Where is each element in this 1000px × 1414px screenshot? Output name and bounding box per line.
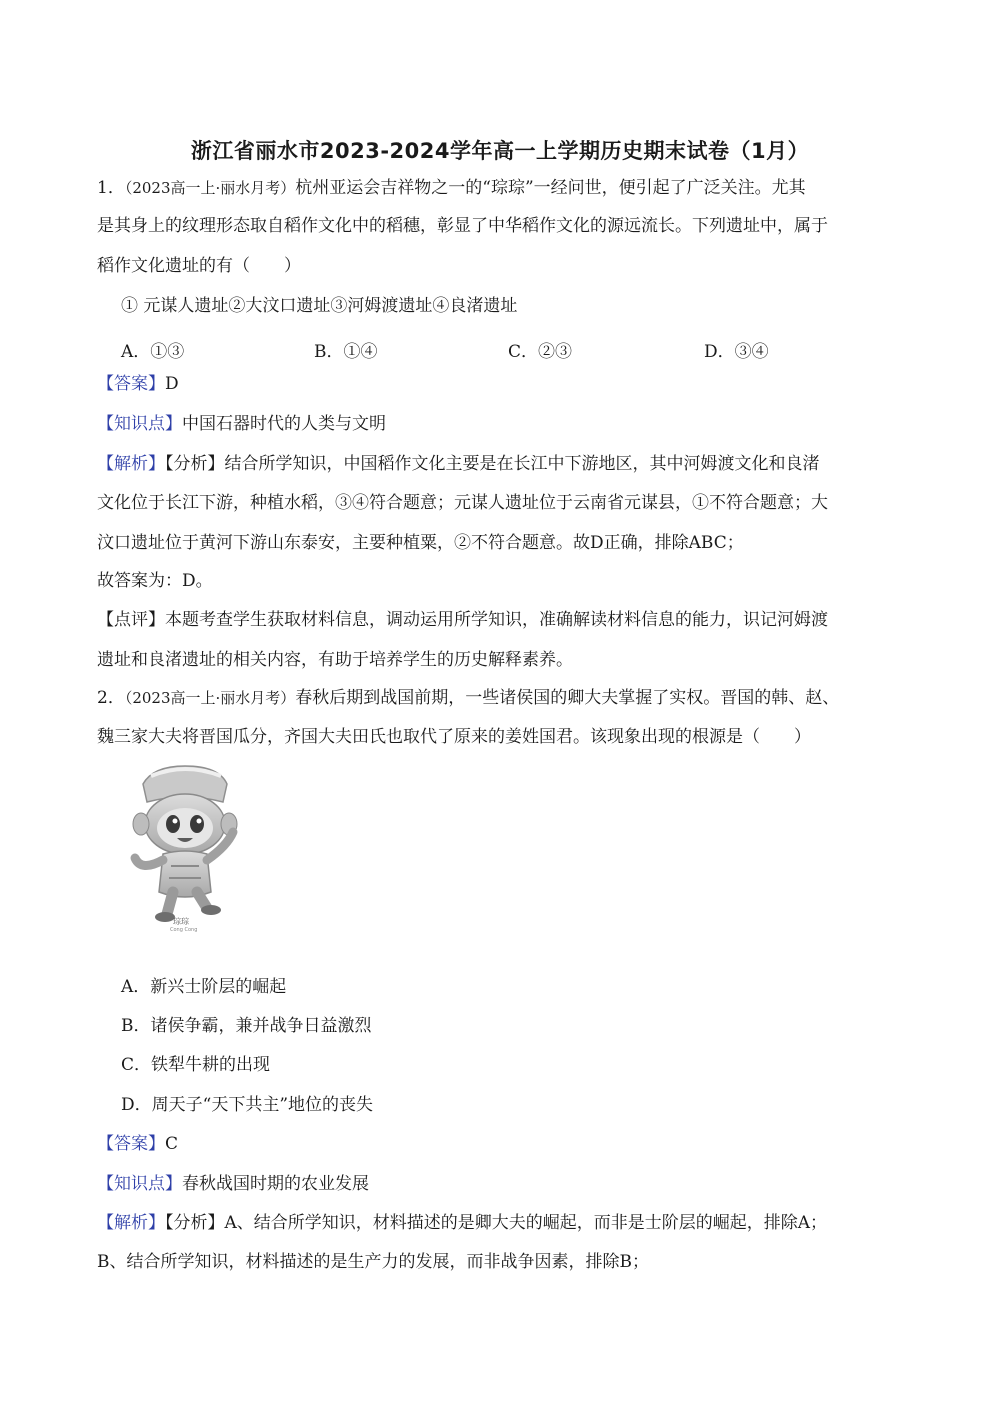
q1-analysis-line-3: 汶口遗址位于黄河下游山东泰安，主要种植粟，②不符合题意。故D正确，排除ABC；	[97, 533, 744, 553]
q2-knowledge-value: 春秋战国时期的农业发展	[182, 1174, 369, 1194]
q1-stem-line-1	[97, 180, 806, 197]
q1-analysis-tag: 【解析】	[97, 454, 165, 474]
q1-source: （2023高一上·丽水月考）	[124, 179, 296, 197]
q2-answer-tag: 【答案】	[97, 1134, 165, 1154]
q2-answer-value: C	[165, 1134, 179, 1154]
q2-number: 2．	[97, 688, 125, 708]
q1-answer-value: D	[165, 374, 179, 394]
q1-analysis-text-1: 【分析】结合所学知识，中国稻作文化主要是在长江中下游地区，其中河姆渡文化和良渚	[165, 454, 820, 474]
q2-knowledge-tag: 【知识点】	[97, 1174, 182, 1194]
q1-number: 1．	[97, 178, 125, 198]
q1-analysis-line-4: 故答案为：D。	[97, 571, 213, 591]
q1-comment-line-2: 遗址和良渚遗址的相关内容，有助于培养学生的历史解释素养。	[97, 650, 573, 670]
q1-knowledge-tag: 【知识点】	[97, 414, 182, 434]
q2-stem-line-1	[97, 690, 839, 707]
q1-option-b: B．①④	[314, 342, 378, 362]
q1-items: ① 元谋人遗址②大汶口遗址③河姆渡遗址④良渚遗址	[121, 296, 518, 316]
q1-comment-line-1: 【点评】本题考查学生获取材料信息，调动运用所学知识，准确解读材料信息的能力，识记河姆渡	[97, 610, 828, 630]
q1-knowledge-value: 中国石器时代的人类与文明	[182, 414, 386, 434]
q2-analysis-line-1	[97, 1215, 827, 1232]
q2-option-c: C．铁犁牛耕的出现	[121, 1055, 271, 1075]
q1-analysis-line-1	[97, 456, 820, 473]
q2-analysis-tag: 【解析】	[97, 1213, 165, 1233]
q2-option-b: B．诸侯争霸，兼并战争日益激烈	[121, 1016, 372, 1036]
q2-stem-line-2: 魏三家大夫将晋国瓜分，齐国大夫田氏也取代了原来的姜姓国君。该现象出现的根源是（ ）	[97, 727, 811, 747]
q2-analysis-text-1: 【分析】A、结合所学知识，材料描述的是卿大夫的崛起，而非是士阶层的崛起，排除A；	[165, 1213, 828, 1233]
mascot-caption-sub: Cong Cong	[170, 927, 198, 933]
q1-stem-line-3: 稻作文化遗址的有（ ）	[97, 256, 301, 276]
page-title: 浙江省丽水市2023-2024学年高一上学期历史期末试卷（1月）	[190, 139, 810, 163]
q2-knowledge	[97, 1176, 369, 1193]
q2-answer	[97, 1136, 178, 1153]
q2-stem-text-1: 春秋后期到战国前期，一些诸侯国的卿大夫掌握了实权。晋国的韩、赵、	[295, 688, 840, 708]
q1-knowledge	[97, 416, 386, 433]
q1-analysis-line-2: 文化位于长江下游，种植水稻，③④符合题意；元谋人遗址位于云南省元谋县，①不符合题意；大	[97, 493, 828, 513]
q1-option-c: C．②③	[508, 342, 573, 362]
q1-stem-line-2: 是其身上的纹理形态取自稻作文化中的稻穗，彰显了中华稻作文化的源远流长。下列遗址中，属于	[97, 216, 828, 236]
mascot-caption: 琮琮	[173, 917, 189, 926]
q2-option-a: A．新兴士阶层的崛起	[121, 977, 287, 997]
q1-answer-tag: 【答案】	[97, 374, 165, 394]
q1-answer	[97, 376, 179, 393]
q2-analysis-line-2: B、结合所学知识，材料描述的是生产力的发展，而非战争因素，排除B；	[97, 1252, 649, 1272]
q1-option-a: A．①③	[121, 342, 185, 362]
q2-source: （2023高一上·丽水月考）	[124, 689, 296, 707]
q1-option-d: D．③④	[704, 342, 769, 362]
mascot-image	[123, 762, 248, 942]
q2-option-d: D．周天子“天下共主”地位的丧失	[121, 1095, 374, 1115]
q1-stem-text-1: 杭州亚运会吉祥物之一的“琮琮”一经问世，便引起了广泛关注。尤其	[295, 178, 806, 198]
